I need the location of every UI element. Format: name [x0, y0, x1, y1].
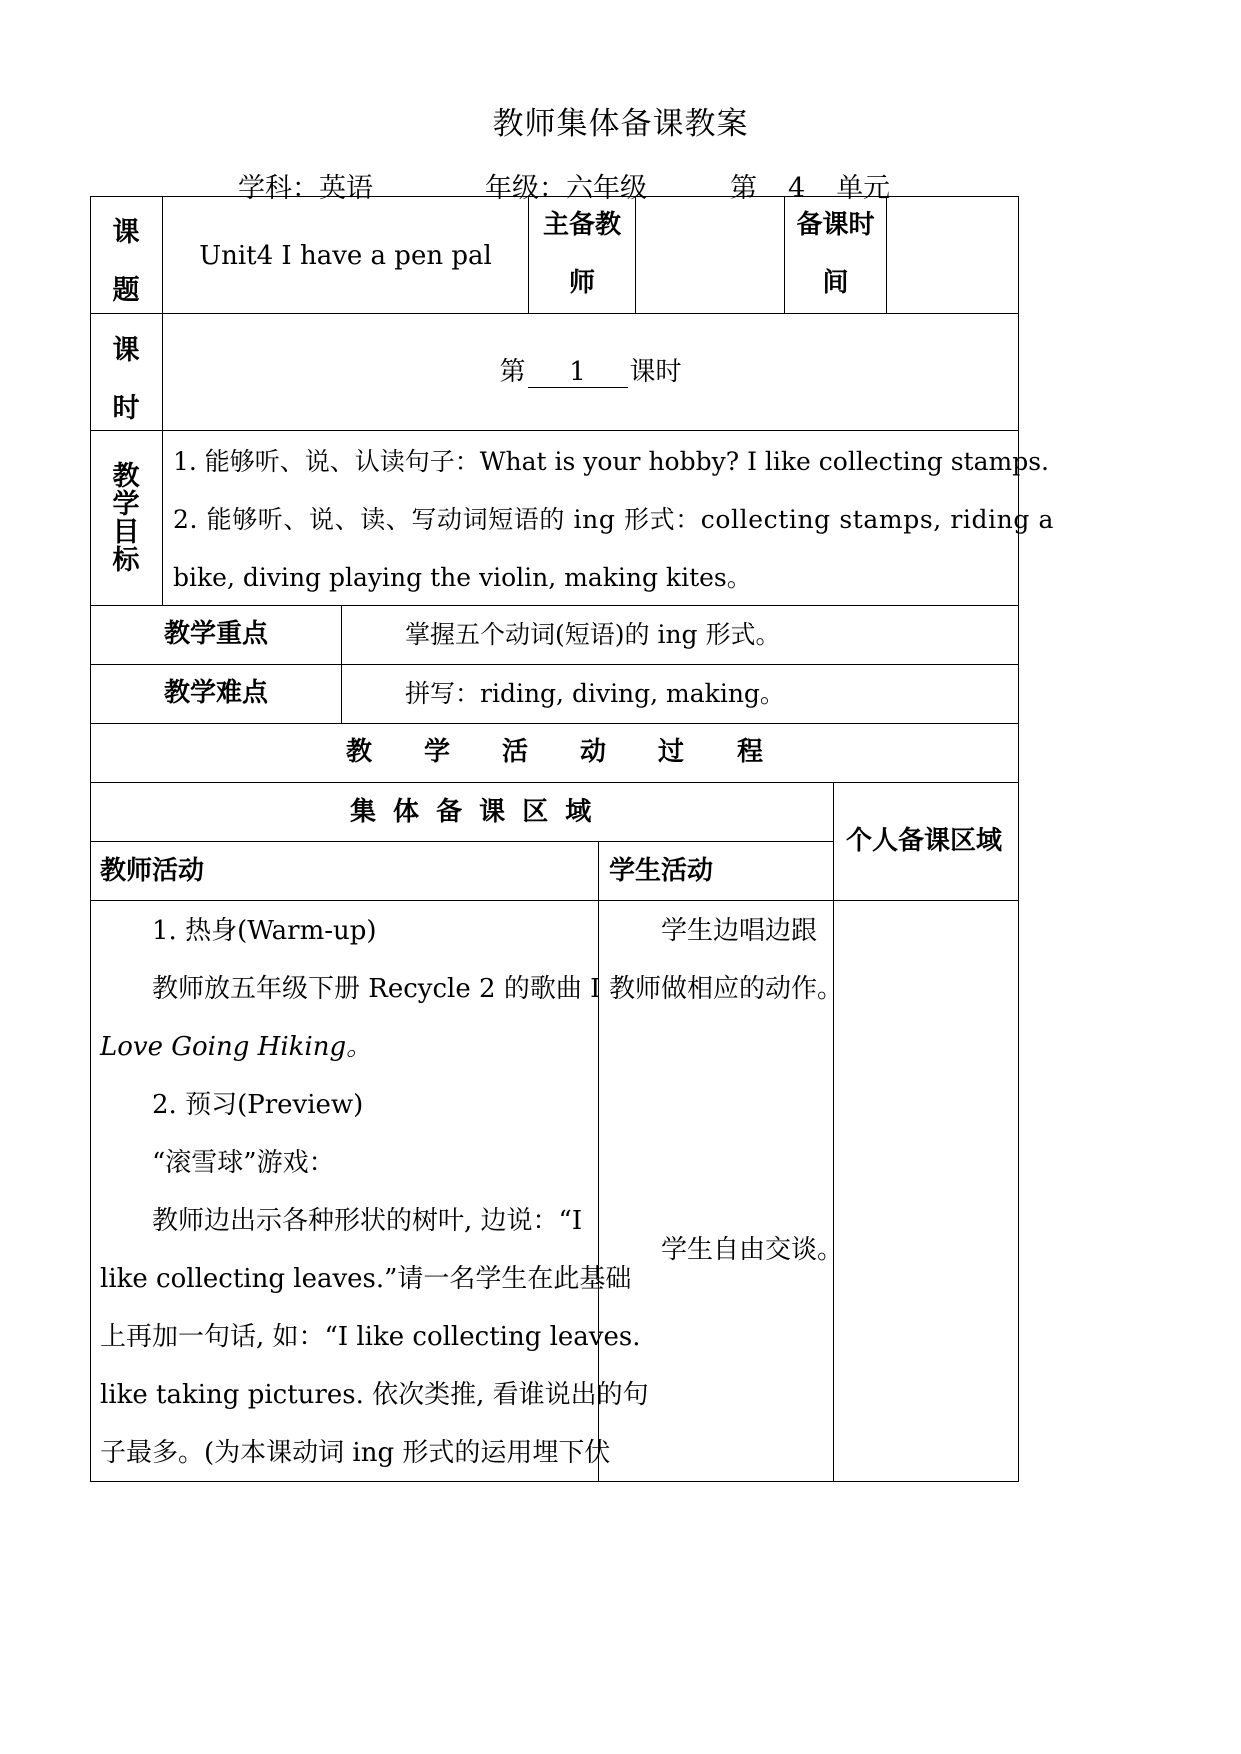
- student-activity-2: 学生自由交谈。: [661, 1235, 844, 1265]
- teacher-label-1: 主备教: [542, 210, 621, 240]
- lesson-suffix: 课时: [629, 357, 682, 387]
- objectives-label-1: 教: [112, 461, 140, 492]
- topic-value: Unit4 I have a pen pal: [199, 241, 492, 271]
- key-point-value: 掌握五个动词(短语)的 ing 形式。: [405, 620, 781, 649]
- teacher-activity-line: 教师边出示各种形状的树叶, 边说：“I: [152, 1206, 583, 1236]
- lesson-period: [163, 358, 1018, 388]
- teacher-activity-line: “滚雪球”游戏：: [152, 1148, 335, 1178]
- topic-label-1: 课: [112, 217, 140, 248]
- objectives-label-4: 标: [112, 545, 140, 576]
- personal-area-header: 个人备课区域: [846, 826, 1003, 856]
- unit-prefix: 第: [730, 173, 757, 204]
- teacher-label-2: 师: [568, 268, 595, 298]
- objective-line-3: bike, diving playing the violin, making kites。: [173, 563, 752, 592]
- teacher-activity-line: 上再加一句话, 如：“I like collecting leaves.: [100, 1322, 641, 1352]
- student-activity-1b: 教师做相应的动作。: [609, 974, 844, 1004]
- student-activity-header: 学生活动: [609, 856, 714, 886]
- time-label-1: 备课时: [796, 210, 875, 240]
- teacher-activity-line: 1. 热身(Warm-up): [152, 916, 377, 946]
- teacher-activity-line: 教师放五年级下册 Recycle 2 的歌曲 I: [152, 974, 601, 1004]
- lesson-label-2: 时: [112, 393, 140, 424]
- difficulty-value: 拼写：riding, diving, making。: [405, 679, 785, 708]
- teacher-activity-line: like collecting leaves.”请一名学生在此基础: [100, 1264, 632, 1294]
- objectives-label-2: 学: [112, 489, 140, 520]
- objective-line-1: 1. 能够听、说、认读句子：What is your hobby? I like collecting stamps.: [173, 447, 1049, 476]
- unit-number: 4: [788, 173, 806, 204]
- lesson-label-1: 课: [112, 335, 140, 366]
- student-activity-1a: 学生边唱边跟: [661, 916, 818, 946]
- lesson-prefix: 第: [499, 357, 526, 387]
- unit-suffix: 单元: [836, 173, 891, 204]
- teacher-activity-line: 2. 预习(Preview): [152, 1090, 364, 1120]
- topic-label-2: 题: [112, 275, 140, 306]
- group-area-header: 集 体 备 课 区 域: [350, 797, 596, 827]
- objectives-label-3: 目: [112, 517, 140, 548]
- objective-line-2: 2. 能够听、说、读、写动词短语的 ing 形式：collecting stamps, riding a: [173, 505, 1055, 534]
- lesson-number: 1: [528, 358, 628, 388]
- key-point-label: 教学重点: [164, 619, 269, 649]
- subject-label: 学科：英语: [238, 173, 373, 204]
- grade-label: 年级：六年级: [485, 173, 647, 204]
- difficulty-label: 教学难点: [164, 678, 269, 708]
- teacher-activity-line: Love Going Hiking。: [100, 1032, 373, 1062]
- time-label-2: 间: [822, 268, 849, 298]
- teacher-activity-line: 子最多。(为本课动词 ing 形式的运用埋下伏: [100, 1438, 611, 1468]
- document-title: 教师集体备课教案: [492, 106, 749, 142]
- teacher-activity-header: 教师活动: [100, 856, 205, 886]
- unit-label: [730, 166, 890, 205]
- teacher-activity-line: like taking pictures. 依次类推, 看谁说出的句: [100, 1380, 649, 1410]
